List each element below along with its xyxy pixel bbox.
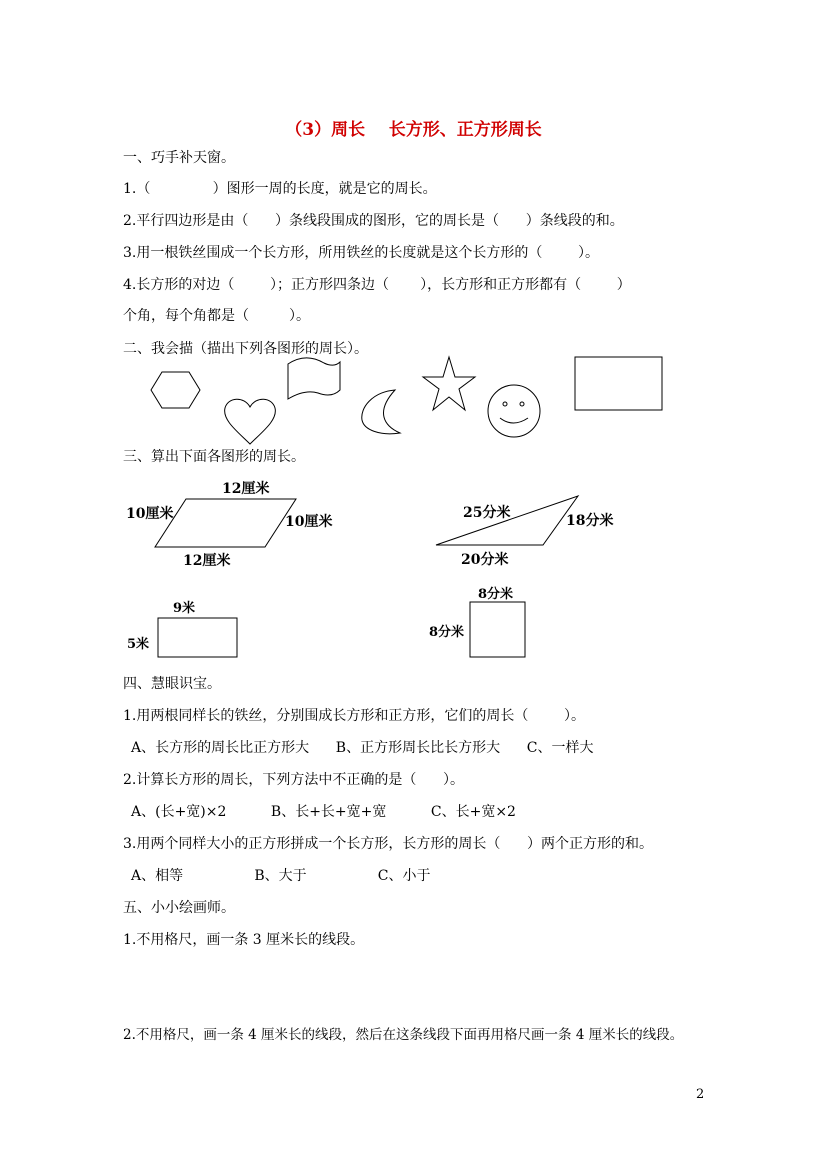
smiley-left-eye: [503, 402, 507, 406]
rectangle-top-label: 9米: [173, 601, 196, 616]
triangle-right-label: 18分米: [566, 513, 614, 529]
triangle-left-label: 25分米: [463, 505, 511, 521]
question-1-4b: 个角，每个角都是（ ）。: [123, 308, 311, 324]
parallelogram-right-label: 10厘米: [285, 514, 333, 530]
page-title: （3）周长 长方形、正方形周长: [285, 120, 542, 140]
section5-heading: 五、小小绘画师。: [123, 900, 235, 916]
hexagon-shape: [151, 372, 200, 408]
heart-shape: [225, 399, 276, 444]
question-5-2: 2.不用格尺，画一条 4 厘米长的线段，然后在这条线段下面再用格尺画一条 4 厘米长的线段。: [123, 1027, 684, 1043]
question-1-1: 1.（ ）图形一周的长度，就是它的周长。: [123, 181, 437, 197]
question-4-1-options: A、长方形的周长比正方形大 B、正方形周长比长方形大 C、一样大: [131, 740, 594, 756]
question-4-2: 2.计算长方形的周长，下列方法中不正确的是（ ）。: [123, 772, 465, 788]
question-1-4a: 4.长方形的对边（ ）；正方形四条边（ ），长方形和正方形都有（ ）: [123, 277, 631, 293]
crescent-shape: [362, 390, 400, 434]
square-figure: [470, 602, 525, 657]
flag-shape: [288, 358, 340, 399]
question-5-1: 1.不用格尺，画一条 3 厘米长的线段。: [123, 932, 365, 948]
parallelogram-left-label: 10厘米: [126, 506, 174, 522]
square-top-label: 8分米: [478, 587, 514, 602]
parallelogram-bottom-label: 12厘米: [183, 553, 231, 569]
rectangle-shape: [575, 357, 662, 410]
page-number: 2: [696, 1087, 705, 1102]
question-4-2-options: A、(长+宽)×2 B、长+长+宽+宽 C、长+宽×2: [131, 804, 516, 820]
parallelogram-top-label: 12厘米: [222, 481, 270, 497]
question-1-3: 3.用一根铁丝围成一个长方形，所用铁丝的长度就是这个长方形的（ ）。: [123, 245, 599, 261]
star-shape: [423, 357, 475, 410]
section2-heading: 二、我会描（描出下列各图形的周长）。: [123, 341, 368, 357]
triangle-bottom-label: 20分米: [461, 552, 509, 568]
rectangle-left-label: 5米: [127, 637, 150, 652]
section4-heading: 四、慧眼识宝。: [123, 676, 221, 692]
question-4-1: 1.用两根同样长的铁丝，分别围成长方形和正方形，它们的周长（ ）。: [123, 708, 585, 724]
parallelogram-figure: [155, 499, 296, 547]
rectangle-figure: [158, 618, 237, 657]
question-4-3: 3.用两个同样大小的正方形拼成一个长方形，长方形的周长（ ）两个正方形的和。: [123, 836, 654, 852]
smiley-right-eye: [520, 402, 524, 406]
question-4-3-options: A、相等 B、大于 C、小于: [131, 868, 431, 884]
smiley-face-shape: [488, 385, 540, 437]
square-left-label: 8分米: [429, 625, 465, 640]
section3-heading: 三、算出下面各图形的周长。: [123, 449, 305, 465]
question-1-2: 2.平行四边形是由（ ）条线段围成的图形，它的周长是（ ）条线段的和。: [123, 213, 624, 229]
section1-heading: 一、巧手补天窗。: [123, 150, 235, 166]
smiley-mouth: [500, 418, 528, 423]
